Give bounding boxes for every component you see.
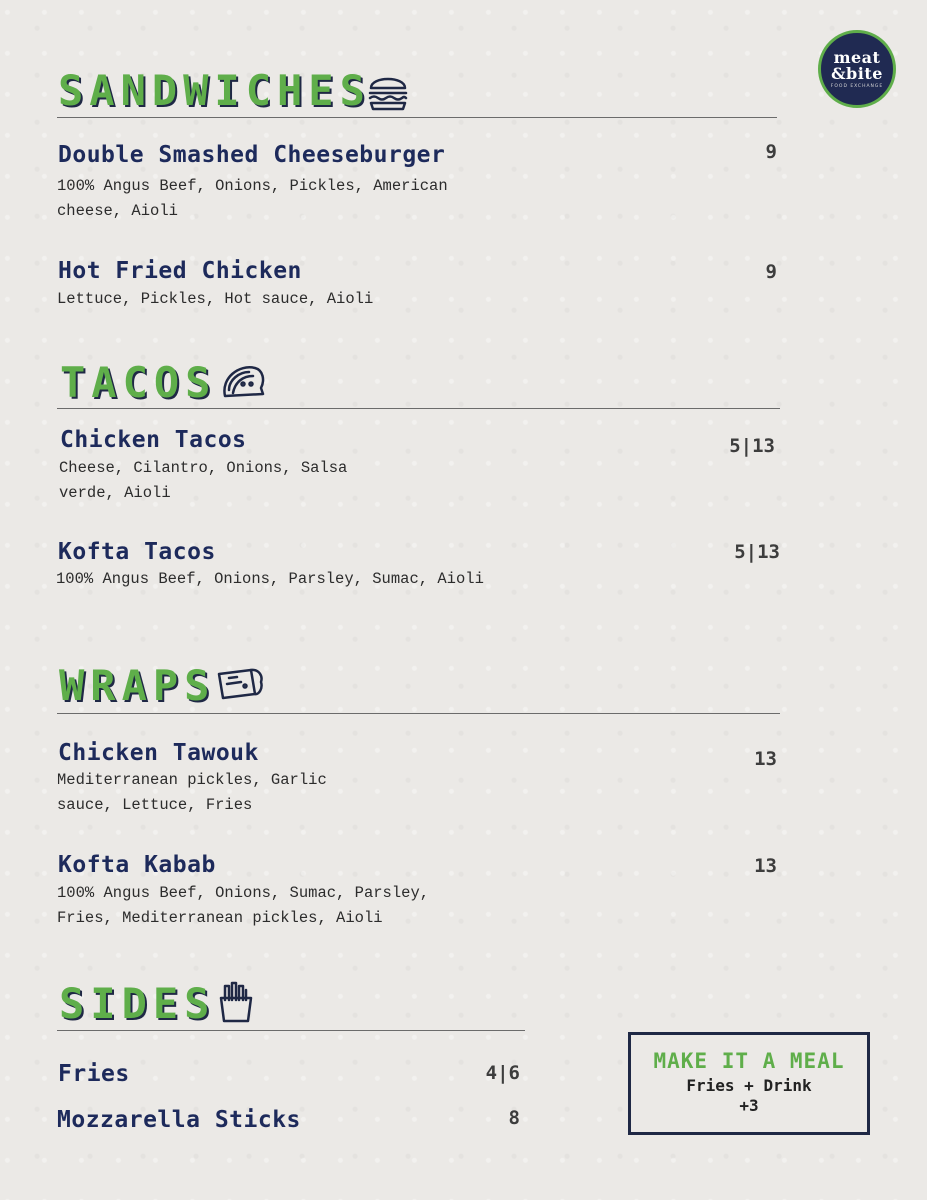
section-divider — [57, 1030, 525, 1031]
item-price: 4|6 — [485, 1062, 520, 1084]
item-name: Fries — [58, 1061, 130, 1087]
section-divider — [57, 408, 780, 409]
burger-icon — [366, 69, 410, 113]
item-name: Chicken Tacos — [60, 427, 247, 453]
wrap-icon — [215, 664, 265, 702]
item-price: 8 — [508, 1107, 520, 1129]
item-price: 9 — [765, 141, 777, 163]
item-price: 9 — [765, 261, 777, 283]
item-name: Double Smashed Cheeseburger — [58, 142, 446, 168]
item-name: Kofta Kabab — [58, 852, 216, 878]
section-divider — [57, 713, 780, 714]
section-title-sandwiches: SANDWICHES — [58, 66, 371, 115]
taco-icon — [219, 360, 267, 402]
logo-line-1: meat — [833, 47, 881, 67]
section-title-wraps: WRAPS — [59, 661, 216, 710]
meal-title: MAKE IT A MEAL — [653, 1049, 845, 1073]
item-name: Kofta Tacos — [58, 539, 216, 565]
meal-price: +3 — [739, 1096, 759, 1115]
logo — [818, 30, 896, 108]
item-description: 100% Angus Beef, Onions, Sumac, Parsley, Fries, Mediterranean pickles, Aioli — [57, 884, 430, 927]
logo-tagline: FOOD EXCHANGE — [830, 83, 884, 89]
item-price: 13 — [754, 855, 777, 877]
section-title-sides: SIDES — [59, 979, 216, 1028]
logo-line-2: &bite — [831, 63, 883, 83]
item-name: Chicken Tawouk — [58, 740, 259, 766]
section-title-tacos: TACOS — [60, 358, 217, 407]
section-divider — [57, 117, 777, 118]
item-description: Mediterranean pickles, Garlic sauce, Lettuce, Fries — [57, 771, 327, 814]
item-price: 5|13 — [729, 435, 775, 457]
item-description: Lettuce, Pickles, Hot sauce, Aioli — [57, 290, 374, 308]
item-name: Mozzarella Sticks — [57, 1107, 301, 1133]
item-description: Cheese, Cilantro, Onions, Salsa verde, Aioli — [59, 459, 348, 502]
item-price: 5|13 — [734, 541, 780, 563]
item-description: 100% Angus Beef, Onions, Pickles, American cheese, Aioli — [57, 177, 448, 220]
item-price: 13 — [754, 748, 777, 770]
meal-contents: Fries + Drink — [686, 1076, 812, 1095]
item-name: Hot Fried Chicken — [58, 258, 302, 284]
item-description: 100% Angus Beef, Onions, Parsley, Sumac, Aioli — [56, 570, 484, 588]
fries-icon — [217, 980, 255, 1024]
meal-upgrade-box — [628, 1032, 870, 1135]
